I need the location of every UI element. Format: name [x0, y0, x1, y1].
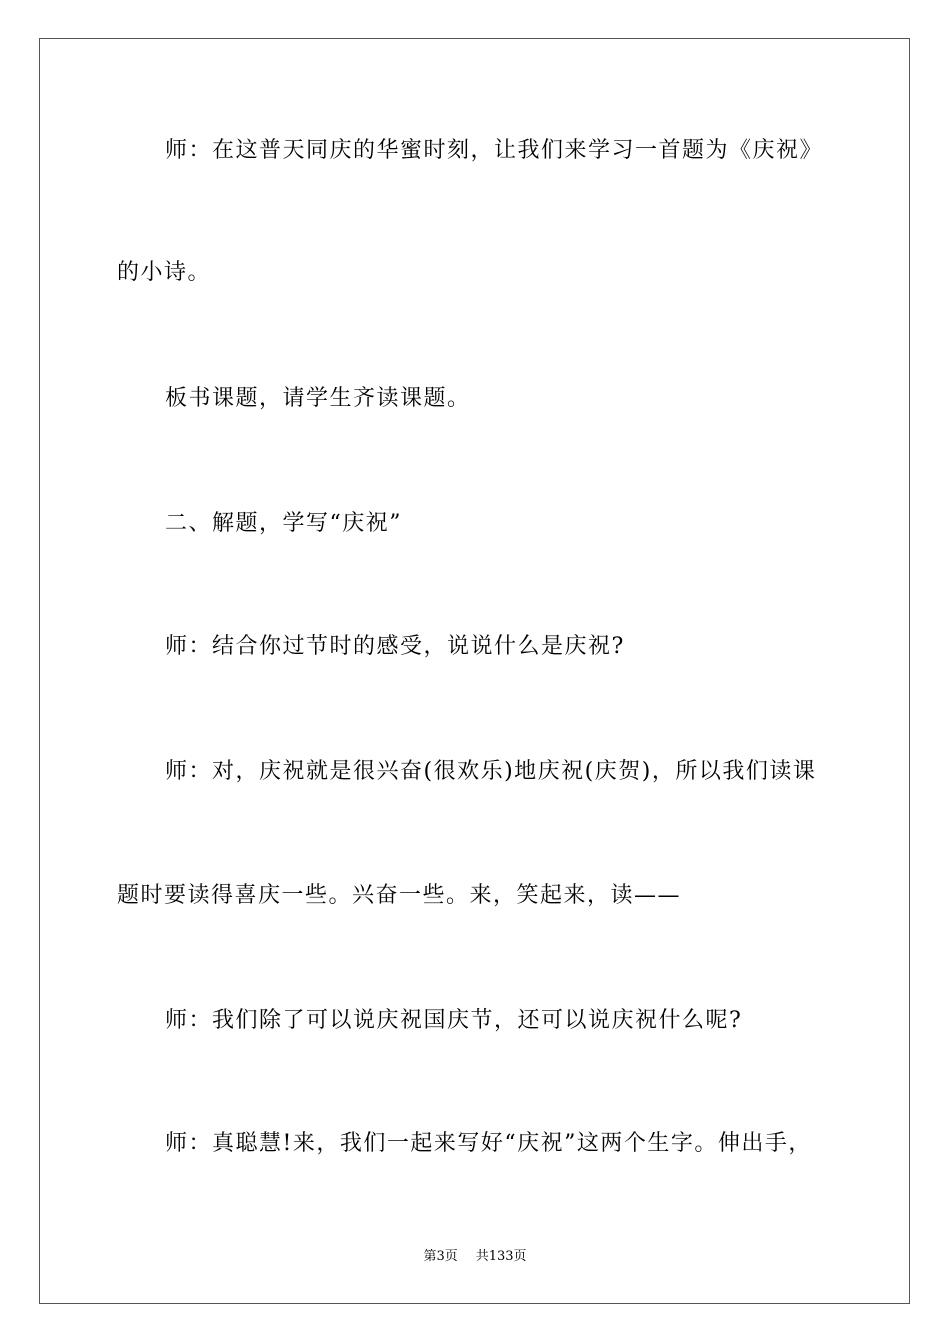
paragraph-line: 师：真聪慧!来，我们一起来写好“庆祝”这两个生字。伸出手，: [165, 1131, 812, 1156]
paragraph-line: 板书课题，请学生齐读课题。: [165, 386, 471, 411]
paragraph-line: 的小诗。: [117, 260, 212, 285]
page-number: 第3页: [423, 1249, 458, 1264]
paragraph-line: 题时要读得喜庆一些。兴奋一些。来，笑起来，读——: [117, 883, 682, 908]
page-footer: [0, 1248, 950, 1266]
paragraph-line: 师：结合你过节时的感受，说说什么是庆祝?: [165, 634, 625, 659]
page-total: 共133页: [475, 1249, 527, 1264]
paragraph-line: 师：我们除了可以说庆祝国庆节，还可以说庆祝什么呢?: [165, 1008, 743, 1033]
paragraph-line: 师：对，庆祝就是很兴奋(很欢乐)地庆祝(庆贺)，所以我们读课: [165, 759, 817, 784]
paragraph-line: 师：在这普天同庆的华蜜时刻，让我们来学习一首题为《庆祝》: [165, 138, 824, 163]
page-border: [39, 38, 910, 1304]
section-heading: 二、解题，学写“庆祝”: [165, 511, 402, 536]
